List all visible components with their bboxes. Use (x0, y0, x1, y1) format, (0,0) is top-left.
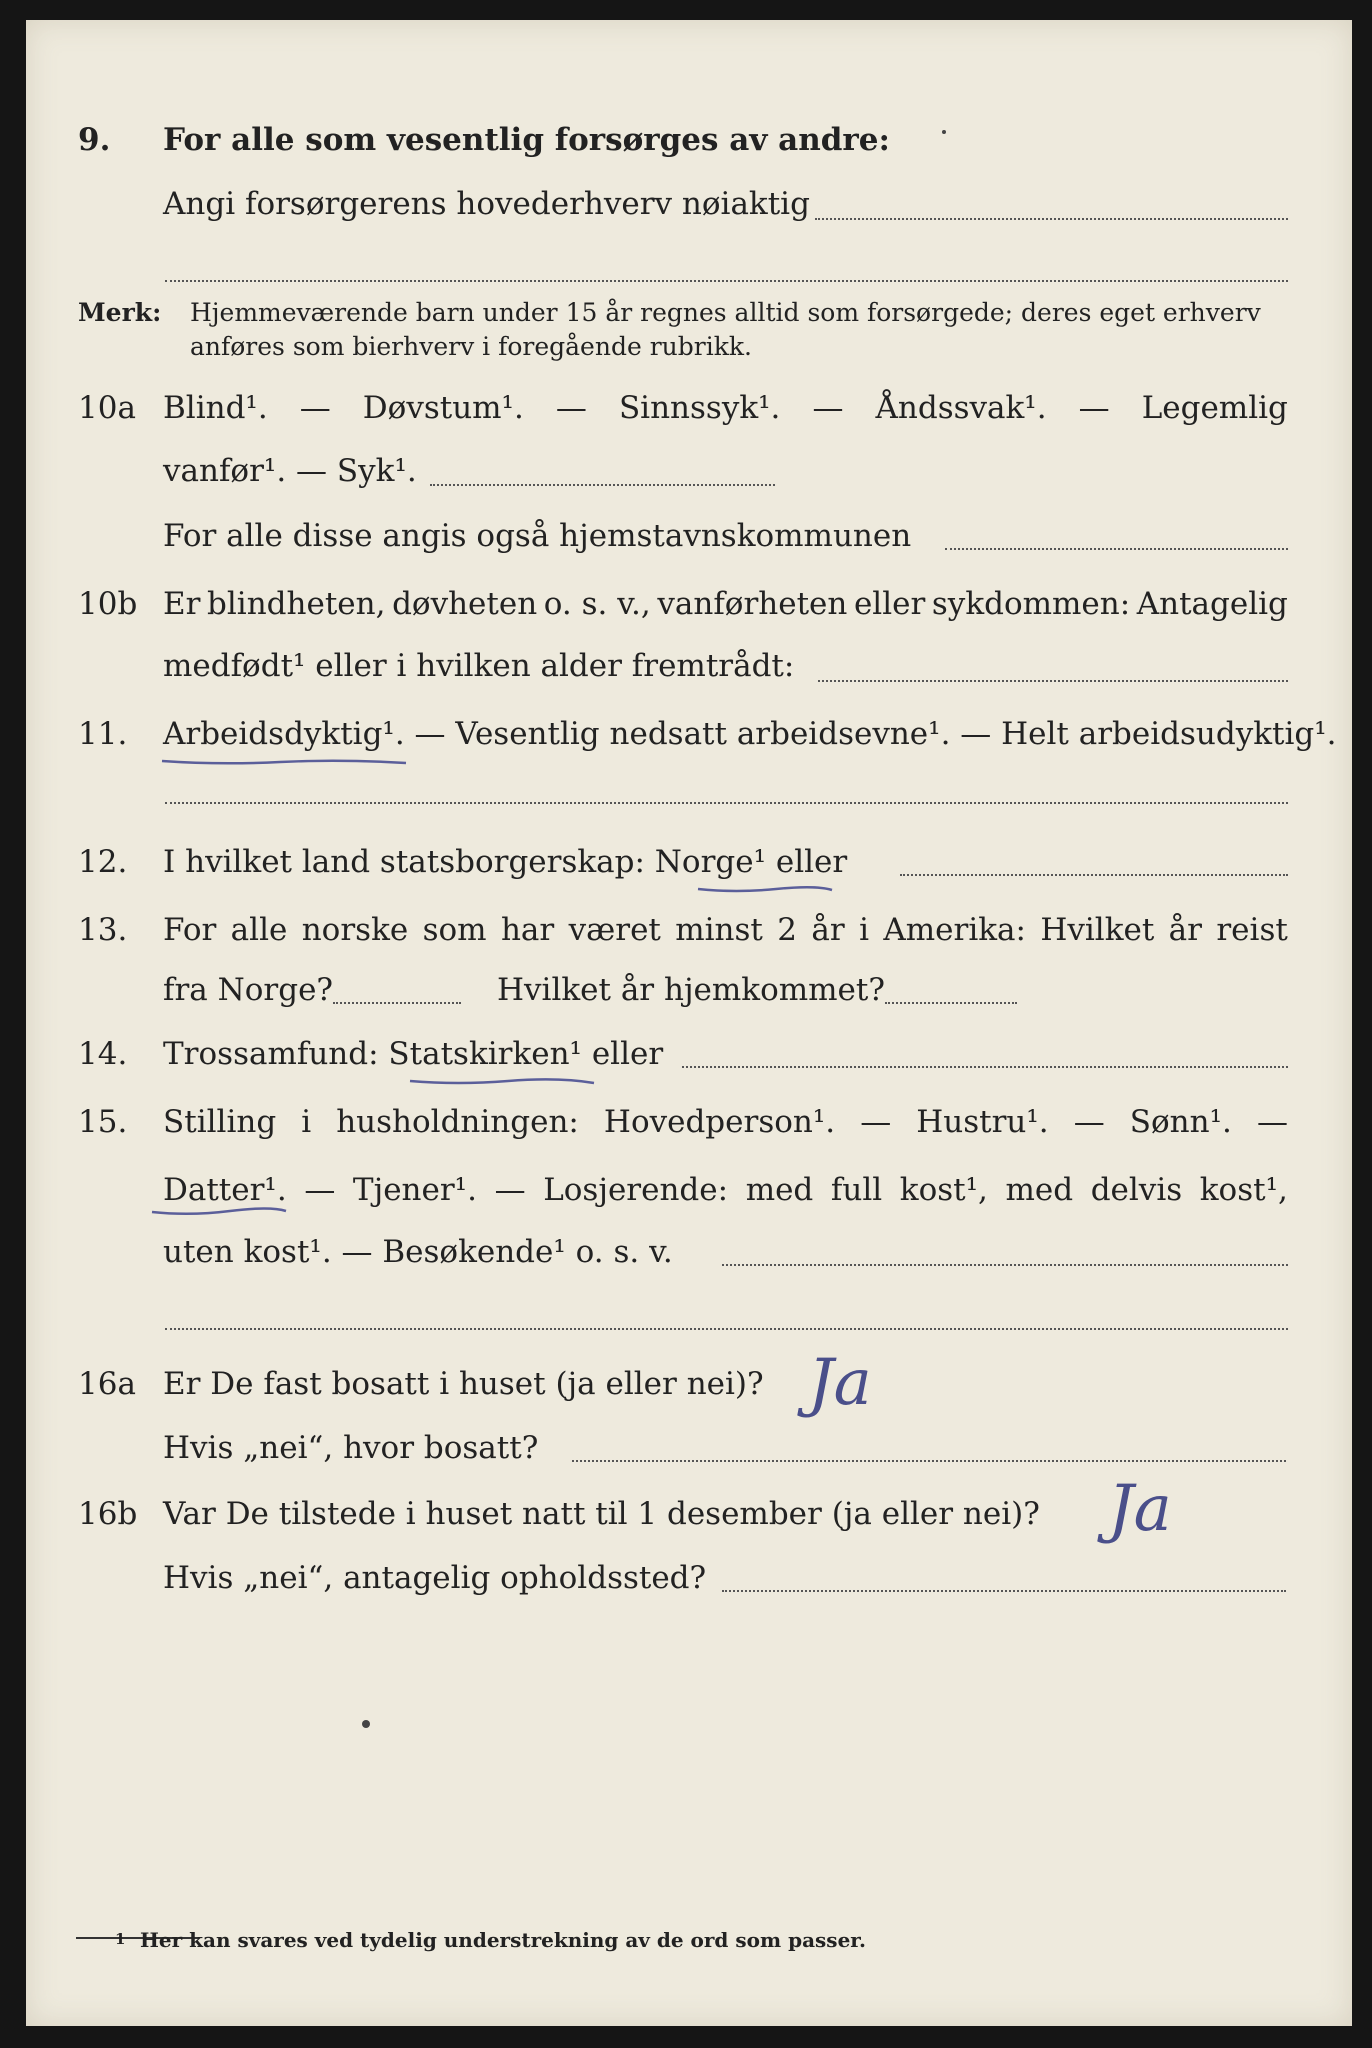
q9-prompt: Angi forsørgerens hovederhverv nøiaktig (163, 186, 810, 222)
footnote-text: Her kan svares ved tydelig understrekning av de ord som passer. (140, 1928, 866, 1952)
q13-word: som (422, 912, 487, 948)
q10a-opt: Åndssvak¹. (875, 390, 1047, 426)
q10a-opt: — (555, 390, 587, 426)
q15-word: kost¹, (1199, 1172, 1288, 1208)
q10a-opt: Legemlig (1141, 390, 1288, 426)
q16b-handwritten-answer: Ja (1108, 1472, 1172, 1546)
q10a-opt: Døvstum¹. (362, 390, 524, 426)
q12-number: 12. (78, 844, 128, 880)
q15-answer-line[interactable] (722, 1264, 1288, 1266)
q13-year-returned-line[interactable] (885, 1002, 1017, 1004)
q9-answer-line-2[interactable] (165, 280, 1288, 282)
q13-word: reist (1216, 912, 1288, 948)
q10b-answer-line[interactable] (818, 680, 1288, 682)
q15-word: — (860, 1104, 892, 1140)
q10a-opt: — (1078, 390, 1110, 426)
q13-word: Amerika: (883, 912, 1026, 948)
q16a-handwritten-answer: Ja (808, 1346, 872, 1420)
q13-number: 13. (78, 912, 128, 948)
q13-word: norske (301, 912, 409, 948)
q9-number: 9. (78, 122, 111, 158)
q15-words-1 (163, 1104, 1288, 1140)
q15-handwritten-underline (150, 1206, 290, 1218)
q15-word: Hovedperson¹. (603, 1104, 836, 1140)
q15-word: Tjener¹. (352, 1172, 477, 1208)
q9-title: For alle som vesentlig forsørges av andre: (163, 122, 890, 158)
q10a-opt: Sinnssyk¹. (618, 390, 781, 426)
q15-word: — (304, 1172, 336, 1208)
q15-word: kost¹, (899, 1172, 988, 1208)
q15-word: Stilling (163, 1104, 277, 1140)
q16b-followup: Hvis „nei“, antagelig opholdssted? (163, 1560, 707, 1596)
q14-answer-line[interactable] (682, 1066, 1288, 1068)
q15-number: 15. (78, 1104, 128, 1140)
q11-answer-line[interactable] (165, 802, 1288, 804)
q10b-number: 10b (78, 586, 138, 622)
q15-word: med (1005, 1172, 1074, 1208)
q15-word: — (494, 1172, 526, 1208)
q16a-number: 16a (78, 1366, 136, 1402)
q15-words-2 (163, 1172, 1288, 1208)
q10b-row-2-text: medfødt¹ eller i hvilken alder fremtrådt: (163, 648, 795, 684)
q13-word: år (1168, 912, 1202, 948)
q11-text: Arbeidsdyktig¹. — Vesentlig nedsatt arbeidsevne¹. — Helt arbeidsudyktig¹. (163, 716, 1337, 752)
q15-word: Hustru¹. (916, 1104, 1049, 1140)
q14-text: Trossamfund: Statskirken¹ eller (163, 1036, 664, 1072)
q10b-words (163, 586, 1288, 622)
q10b-word: Er (163, 586, 201, 622)
q10a-syk-answer-line[interactable] (430, 484, 775, 486)
q15-word: — (1256, 1104, 1288, 1140)
q10b-word: Antagelig (1136, 586, 1288, 622)
q12-text: I hvilket land statsborgerskap: Norge¹ eller (163, 844, 848, 880)
q15-word: i (301, 1104, 312, 1140)
q13-words (163, 912, 1288, 948)
q16b-answer-line[interactable] (722, 1590, 1286, 1592)
q13-word: været (568, 912, 661, 948)
q15-answer-line-2[interactable] (165, 1328, 1288, 1330)
q13-word: For (163, 912, 217, 948)
q13-from-norway: fra Norge? (163, 972, 334, 1008)
q10a-number: 10a (78, 390, 136, 426)
q10a-row-3-text: For alle disse angis også hjemstavnskommunen (163, 518, 912, 554)
q10a-row-2-text: vanfør¹. — Syk¹. (163, 453, 417, 489)
q13-word: i (859, 912, 869, 948)
q13-year-left-line[interactable] (333, 1002, 461, 1004)
q10a-hjemstavn-answer-line[interactable] (945, 548, 1288, 550)
q12-handwritten-underline (696, 884, 836, 896)
q10b-word: sykdommen: (931, 586, 1131, 622)
q11-handwritten-underline (160, 756, 410, 768)
q15-word: Losjerende: (543, 1172, 729, 1208)
merk-text-2: anføres som bierhverv i foregående rubrikk. (190, 332, 752, 361)
footnote-marker: 1 (115, 1930, 126, 1948)
q15-word: husholdningen: (336, 1104, 579, 1140)
q13-word: har (500, 912, 555, 948)
ink-speck (942, 130, 946, 134)
q10b-word: o. s. v., (543, 586, 651, 622)
q13-word: alle (230, 912, 288, 948)
q10b-word: eller (853, 586, 926, 622)
q9-answer-line[interactable] (815, 218, 1288, 220)
q10a-opt: — (812, 390, 844, 426)
q15-word: delvis (1090, 1172, 1183, 1208)
merk-label: Merk: (78, 298, 162, 327)
q15-word: med (745, 1172, 814, 1208)
q11-number: 11. (78, 716, 128, 752)
q16a-question: Er De fast bosatt i huset (ja eller nei)? (163, 1366, 764, 1402)
q13-word: år (811, 912, 845, 948)
merk-text-1: Hjemmeværende barn under 15 år regnes alltid som forsørgede; deres eget erhverv (190, 298, 1261, 327)
q15-word: full (830, 1172, 883, 1208)
q10a-opt: — (299, 390, 331, 426)
q15-row-3-text: uten kost¹. — Besøkende¹ o. s. v. (163, 1234, 673, 1270)
q12-answer-line[interactable] (900, 874, 1288, 876)
q13-word: 2 (777, 912, 798, 948)
q13-word: Hvilket (1040, 912, 1155, 948)
q16a-followup: Hvis „nei“, hvor bosatt? (163, 1430, 539, 1466)
q13-word: minst (675, 912, 763, 948)
q16b-number: 16b (78, 1496, 138, 1532)
q16b-question: Var De tilstede i huset natt til 1 desember (ja eller nei)? (163, 1496, 1040, 1532)
q15-word: Datter¹. (163, 1172, 287, 1208)
q14-number: 14. (78, 1036, 128, 1072)
q10a-opt: Blind¹. (163, 390, 268, 426)
q15-word: Sønn¹. (1129, 1104, 1232, 1140)
q15-word: — (1073, 1104, 1105, 1140)
q14-handwritten-underline (408, 1076, 598, 1088)
q10a-options (163, 390, 1288, 426)
q10b-word: døvheten (392, 586, 538, 622)
q10b-word: blindheten, (207, 586, 386, 622)
q16a-answer-line[interactable] (572, 1460, 1286, 1462)
ink-speck (362, 1720, 370, 1728)
q13-returned: Hvilket år hjemkommet? (497, 972, 885, 1008)
q10b-word: vanførheten (657, 586, 848, 622)
